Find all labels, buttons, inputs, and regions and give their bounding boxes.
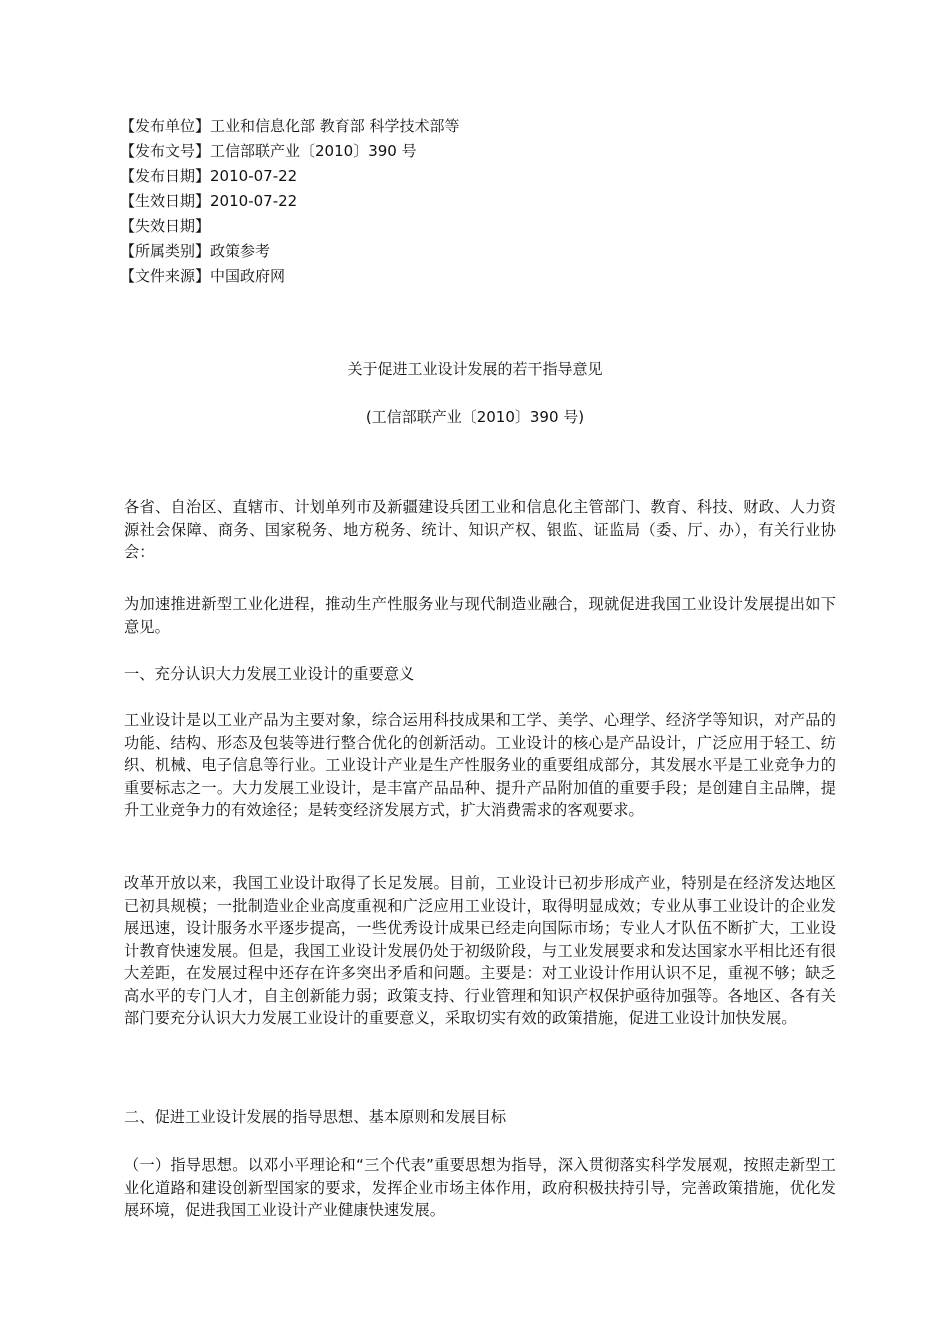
- meta-row-publisher: [120, 114, 820, 139]
- meta-value: 工信部联产业〔2010〕390 号: [210, 142, 417, 160]
- meta-row-expiry-date: [120, 214, 820, 239]
- section-heading-2: 二、促进工业设计发展的指导思想、基本原则和发展目标: [124, 1108, 507, 1126]
- meta-value: 中国政府网: [210, 267, 286, 285]
- meta-value: 2010-07-22: [210, 167, 298, 185]
- meta-label: 【所属类别】: [120, 242, 211, 260]
- meta-row-category: [120, 239, 820, 264]
- document-metadata: [120, 114, 820, 289]
- section-2-paragraph-1: （一）指导思想。以邓小平理论和“三个代表”重要思想为指导，深入贯彻落实科学发展观，按照走新型工业化道路和建设创新型国家的要求，发挥企业市场主体作用，政府积极扶持引导，完善政策措施，优化发展环境，促进我国工业设计产业健康快速发展。: [124, 1156, 836, 1219]
- section-1-paragraph-2: 改革开放以来，我国工业设计取得了长足发展。目前，工业设计已初步形成产业，特别是在经济发达地区已初具规模；一批制造业企业高度重视和广泛应用工业设计，取得明显成效；专业从事工业设计的企业发展迅速，设计服务水平逐步提高，一些优秀设计成果已经走向国际市场；专业人才队伍不断扩大，工业设计教育快速发展。但是，我国工业设计发展仍处于初级阶段，与工业发展要求和发达国家水平相比还有很大差距，在发展过程中还存在许多突出矛盾和问题。主要是：对工业设计作用认识不足，重视不够；缺乏高水平的专门人才，自主创新能力弱；政策支持、行业管理和知识产权保护亟待加强等。各地区、各有关部门要充分认识大力发展工业设计的重要意义，采取切实有效的政策措施，促进工业设计加快发展。: [124, 874, 836, 1027]
- meta-label: 【发布单位】: [120, 117, 211, 135]
- section-1-paragraph-1: 工业设计是以工业产品为主要对象，综合运用科技成果和工学、美学、心理学、经济学等知识，对产品的功能、结构、形态及包装等进行整合优化的创新活动。工业设计的核心是产品设计，广泛应用于轻工、纺织、机械、电子信息等行业。工业设计产业是生产性服务业的重要组成部分，其发展水平是工业竞争力的重要标志之一。大力发展工业设计，是丰富产品品种、提升产品附加值的重要手段；是创建自主品牌，提升工业竞争力的有效途径；是转变经济发展方式，扩大消费需求的客观要求。: [124, 711, 836, 819]
- meta-value: 政策参考: [210, 242, 271, 260]
- document-number-subtitle: (工信部联产业〔2010〕390 号): [365, 408, 585, 426]
- meta-row-publish-date: [120, 164, 820, 189]
- meta-row-document-number: [120, 139, 820, 164]
- meta-label: 【文件来源】: [120, 267, 211, 285]
- intro-paragraph: 为加速推进新型工业化进程，推动生产性服务业与现代制造业融合，现就促进我国工业设计发展提出如下意见。: [124, 595, 836, 636]
- meta-label: 【失效日期】: [120, 217, 211, 235]
- meta-value: 2010-07-22: [210, 192, 298, 210]
- meta-row-source: [120, 264, 820, 289]
- meta-label: 【发布文号】: [120, 142, 211, 160]
- meta-label: 【发布日期】: [120, 167, 211, 185]
- section-heading-1: 一、充分认识大力发展工业设计的重要意义: [124, 665, 415, 683]
- meta-value: 工业和信息化部 教育部 科学技术部等: [210, 117, 460, 135]
- document-title: 关于促进工业设计发展的若干指导意见: [347, 360, 603, 378]
- meta-row-effective-date: [120, 189, 820, 214]
- addressee-paragraph: 各省、自治区、直辖市、计划单列市及新疆建设兵团工业和信息化主管部门、教育、科技、财政、人力资源社会保障、商务、国家税务、地方税务、统计、知识产权、银监、证监局（委、厅、办），有关行业协会：: [124, 498, 836, 561]
- meta-label: 【生效日期】: [120, 192, 211, 210]
